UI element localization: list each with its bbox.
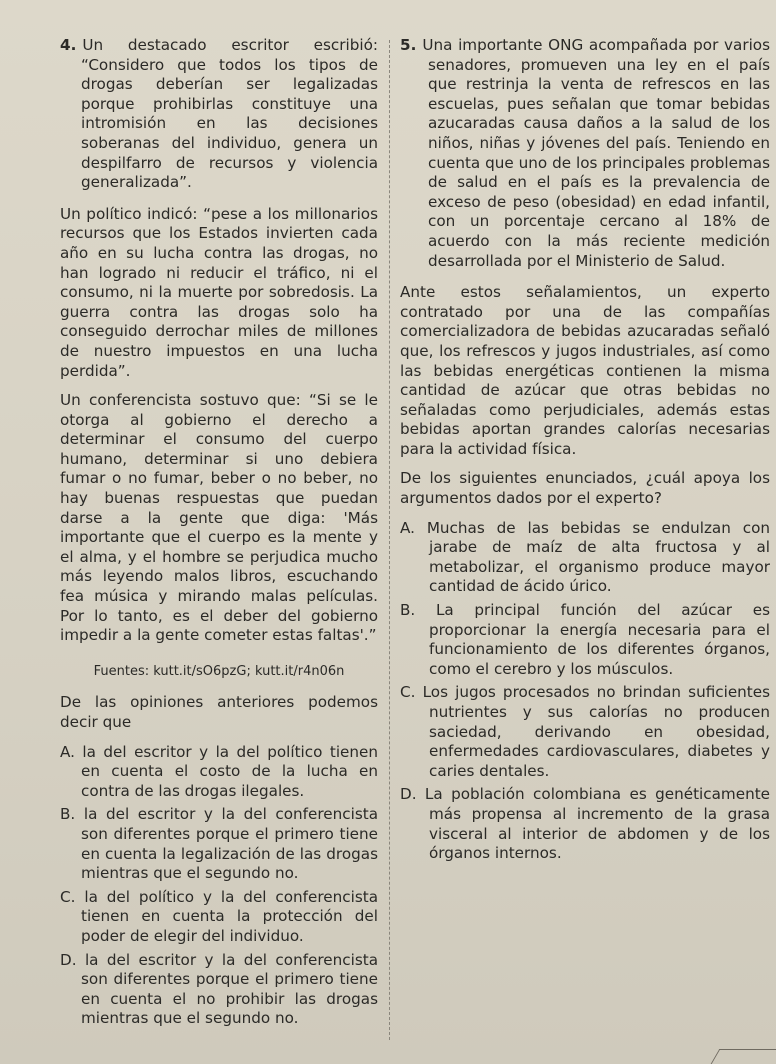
politician-quote: Un político indicó: “pese a los millonarios recursos que los Estados invierten cada año en su lucha contra las drogas, no han logrado ni reducir el tráfico, ni el consumo, ni la muerte por sobredosis. La guerra contra las drogas solo ha conseguido derrochar miles de millones de nuestro impuestos en una lucha perdida”. bbox=[60, 204, 378, 380]
option-text: la del político y la del conferencista tienen en cuenta la protección del poder de elegir del individuo. bbox=[81, 887, 378, 945]
question-4-number: 4. bbox=[60, 36, 77, 54]
question-4-text: Un destacado escritor escribió: “Considero que todos los tipos de drogas deberían ser legalizadas porque prohibirlas constituye una intromisión en las decisiones soberanas del individuo, genera un despilfarro de recursos y violencia generalizada”. bbox=[81, 36, 378, 192]
option-text: Los jugos procesados no brindan suficientes nutrientes y sus calorías no producen saciedad, derivando en obesidad, enfermedades cardiovasculares, diabetes y caries dentales. bbox=[422, 683, 771, 780]
option-letter: C. bbox=[60, 887, 76, 906]
question-5-option-d[interactable] bbox=[400, 785, 770, 863]
sources-line: Fuentes: kutt.it/sO6pzG; kutt.it/r4n06n bbox=[93, 663, 345, 679]
question-5-options bbox=[400, 519, 770, 864]
option-letter: D. bbox=[60, 950, 77, 969]
option-text: La población colombiana es genéticamente más propensa al incremento de la grasa visceral al interior de abdomen y de los órganos internos. bbox=[424, 785, 770, 863]
question-5-text: Una importante ONG acompañada por varios senadores, promueven una ley en el país que restrinja la venta de refrescos en las escuelas, pues señalan que tomar bebidas azucaradas causa daños a la salud de los niños, niñas y jóvenes del país. Teniendo en cuenta que uno de los principales problemas de salud en el país es la prevalencia de exceso de peso (obesidad) en edad infantil, con un porcentaje cercano al 18% de acuerdo con la más reciente medición desarrollada por el Ministerio de Salud. bbox=[422, 36, 770, 270]
left-column bbox=[60, 36, 378, 1033]
question-5-option-a[interactable] bbox=[400, 519, 770, 597]
option-text: la del escritor y la del conferencista son diferentes porque el primero tiene en cuenta el no prohibir las drogas mientras que el segundo no. bbox=[81, 950, 379, 1028]
question-5-option-c[interactable] bbox=[400, 683, 770, 781]
question-5-number: 5. bbox=[400, 36, 417, 54]
option-text: la del escritor y la del político tienen en cuenta el costo de la lucha en contra de las drogas ilegales. bbox=[81, 742, 378, 800]
right-column bbox=[400, 36, 770, 868]
option-letter: C. bbox=[400, 683, 416, 702]
option-letter: B. bbox=[60, 805, 76, 824]
option-letter: B. bbox=[400, 601, 416, 620]
question-4-option-c[interactable] bbox=[60, 888, 378, 947]
option-text: La principal función del azúcar es proporcionar la energía necesaria para el funcionamiento de los diferentes órganos, como el cerebro y los músculos. bbox=[429, 601, 771, 678]
question-4-option-b[interactable] bbox=[60, 805, 378, 883]
option-letter: D. bbox=[400, 785, 417, 804]
expert-statement: Ante estos señalamientos, un experto contratado por una de las compañías comercializadora de bebidas azucaradas señaló que, los refrescos y jugos industriales, así como las bebidas energéticas contienen la misma cantidad de azúcar que otras bebidas no señaladas como perjudiciales, además estas bebidas aportan grandes calorías necesarias para la actividad física. bbox=[400, 283, 770, 458]
question-4-stem: De las opiniones anteriores podemos decir que bbox=[60, 693, 378, 731]
option-text: Muchas de las bebidas se endulzan con jarabe de maíz de alta fructosa y al metabolizar, el organismo produce mayor cantidad de ácido úrico. bbox=[426, 518, 770, 596]
column-divider bbox=[389, 40, 390, 1040]
option-letter: A. bbox=[60, 742, 75, 761]
option-text: la del escritor y la del conferencista son diferentes porque el primero tiene en cuenta la legalización de las drogas mientras que el segundo no. bbox=[81, 805, 378, 883]
lecturer-quote: Un conferencista sostuvo que: “Si se le otorga al gobierno el derecho a determinar el consumo del cuerpo humano, determinar si uno debiera fumar o no fumar, beber o no beber, no hay buenas respuestas que puedan darse a la gente que diga: 'Más importante que el cuerpo es la mente y el alma, y el hombre se perjudica mucho más leyendo malos libros, escuchando fea música y mirando malas películas. Por lo tanto, es el deber del gobierno impedir a la gente cometer estas faltas'.” bbox=[60, 391, 378, 645]
question-4-intro bbox=[60, 36, 378, 193]
question-5-option-b[interactable] bbox=[400, 601, 770, 679]
question-5-stem: De los siguientes enunciados, ¿cuál apoya los argumentos dados por el experto? bbox=[400, 469, 770, 508]
question-4-option-a[interactable] bbox=[60, 743, 378, 802]
option-letter: A. bbox=[400, 518, 415, 537]
question-5-intro bbox=[400, 36, 770, 271]
question-4-options bbox=[60, 743, 378, 1029]
corner-sketch-mark bbox=[711, 1049, 776, 1064]
question-4-option-d[interactable] bbox=[60, 951, 378, 1029]
